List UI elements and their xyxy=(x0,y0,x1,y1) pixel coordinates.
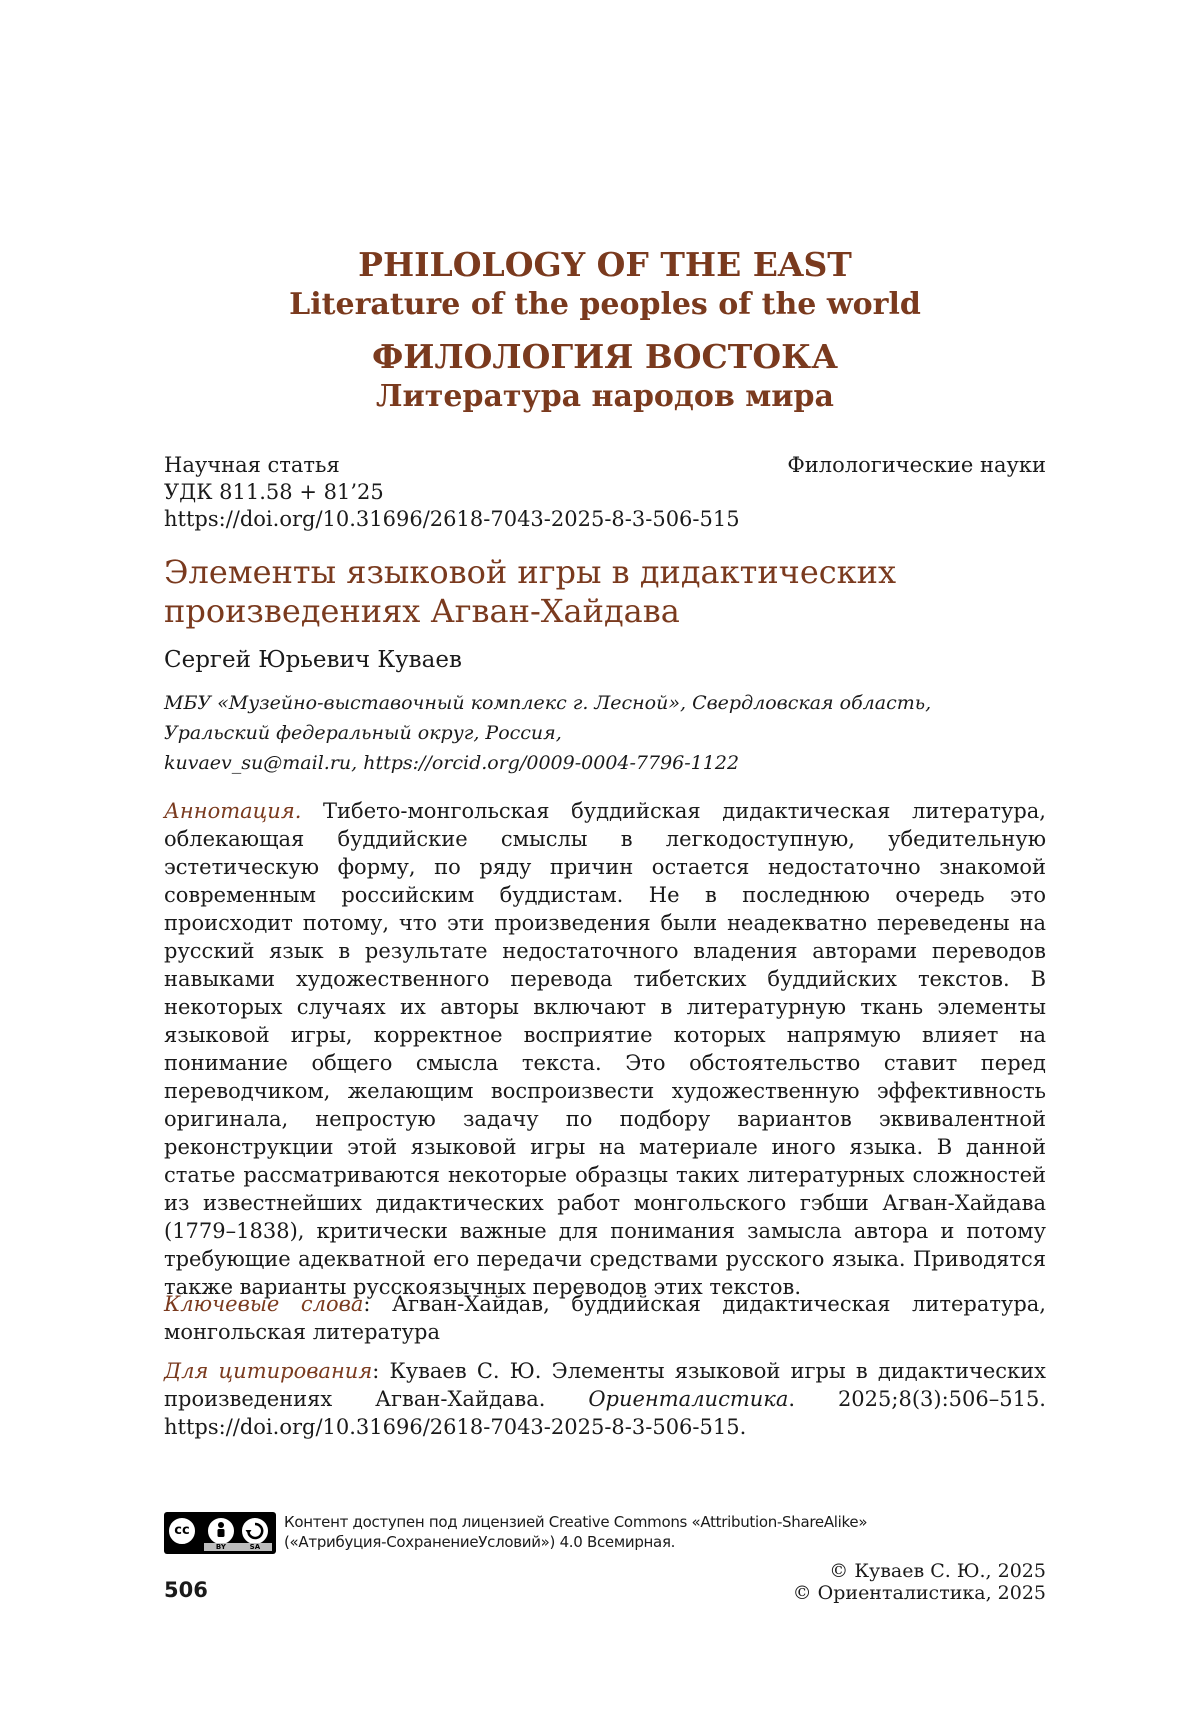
citation-label: Для цитирования xyxy=(164,1359,373,1383)
abstract-label: Аннотация. xyxy=(164,799,302,823)
keywords xyxy=(164,1290,1046,1346)
abstract-text: Тибето-монгольская буддийская дидактическая литература, облекающая буддийские смыслы в легкодоступную, убедительную эстетическую форму, по ряду причин остается недостаточно знакомой современным российским буддистам. Не в последнюю очередь это происходит потому, что эти произведения были неадекватно переведены на русский язык в результате недостаточного владения авторами переводов навыками художественного перевода тибетских буддийских текстов. В некоторых случаях их авторы включают в литературную ткань элементы языковой игры, корректное восприятие которых напрямую влияет на понимание общего смысла текста. Это обстоятельство ставит перед переводчиком, желающим воспроизвести художественную эффективность оригинала, непростую задачу по подбору вариантов эквивалентной реконструкции этой языковой игры на материале иного языка. В данной статье рассматриваются некоторые образцы таких литературных сложностей из известнейших дидактических работ монгольского гэбши Агван-Хайдава (1779–1838), критически важные для понимания замысла автора и потому требующие адекватной его передачи средствами русского языка. Приводятся также варианты русскоязычных переводов этих текстов. xyxy=(164,799,1046,1299)
author-contacts[interactable]: kuvaev_su@mail.ru, https://orcid.org/0009-0004-7796-1122 xyxy=(164,752,740,774)
author-affiliation xyxy=(164,688,1046,778)
sa-label: SA xyxy=(249,1543,261,1551)
share-alike-icon xyxy=(240,1516,270,1546)
section-title-en: PHILOLOGY OF THE EAST xyxy=(358,245,852,284)
cc-by-sa-badge[interactable] xyxy=(164,1512,276,1554)
citation-journal: Ориенталистика xyxy=(588,1387,789,1411)
by-label: BY xyxy=(215,1543,226,1551)
keywords-label: Ключевые слова xyxy=(164,1292,364,1316)
citation xyxy=(164,1357,1046,1441)
cc-icon: cc xyxy=(167,1516,197,1546)
license-text xyxy=(284,1512,867,1552)
abstract xyxy=(164,797,1046,1301)
license-block xyxy=(164,1512,867,1554)
doi-link[interactable]: https://doi.org/10.31696/2618-7043-2025-8-3-506-515 xyxy=(164,507,740,531)
copyright-author: © Куваев С. Ю., 2025 xyxy=(829,1560,1046,1582)
article-type: Научная статья xyxy=(164,453,340,477)
subsection-title-ru: Литература народов мира xyxy=(376,379,834,414)
article-title: Элементы языковой игры в дидактических произведениях Агван-Хайдава xyxy=(164,553,897,630)
page-number: 506 xyxy=(164,1578,208,1602)
article-meta xyxy=(164,452,1046,533)
person-icon xyxy=(206,1516,236,1546)
affiliation-line: Уральский федеральный округ, Россия, xyxy=(164,722,562,744)
license-line: Контент доступен под лицензией Creative Commons «Attribution-ShareAlike» xyxy=(284,1513,868,1531)
license-line: («Атрибуция-СохранениеУсловий») 4.0 Всемирная. xyxy=(284,1533,676,1551)
copyright-journal: © Ориенталистика, 2025 xyxy=(792,1582,1046,1604)
citation-doi[interactable]: . 2025;8(3):506–515. https://doi.org/10.31696/2618-7043-2025-8-3-506-515. xyxy=(164,1387,1046,1439)
copyright xyxy=(793,1560,1046,1604)
author-name: Сергей Юрьевич Куваев xyxy=(164,647,462,673)
science-field: Филологические науки xyxy=(787,453,1046,477)
udc-code: УДК 811.58 + 81’25 xyxy=(164,480,384,504)
section-heading xyxy=(164,245,1046,417)
citation-text: : Куваев С. Ю. Элементы языковой игры в дидактических произведениях Агван-Хайдава. xyxy=(164,1359,1046,1411)
cc-label-bar xyxy=(204,1543,272,1551)
section-title-ru: ФИЛОЛОГИЯ ВОСТОКА xyxy=(372,337,838,376)
keywords-text: : Агван-Хайдав, буддийская дидактическая литература, монгольская литература xyxy=(164,1292,1046,1344)
affiliation-line: МБУ «Музейно-выставочный комплекс г. Лесной», Свердловская область, xyxy=(164,692,932,714)
subsection-title-en: Literature of the peoples of the world xyxy=(289,287,921,322)
article-page xyxy=(164,0,1046,1729)
